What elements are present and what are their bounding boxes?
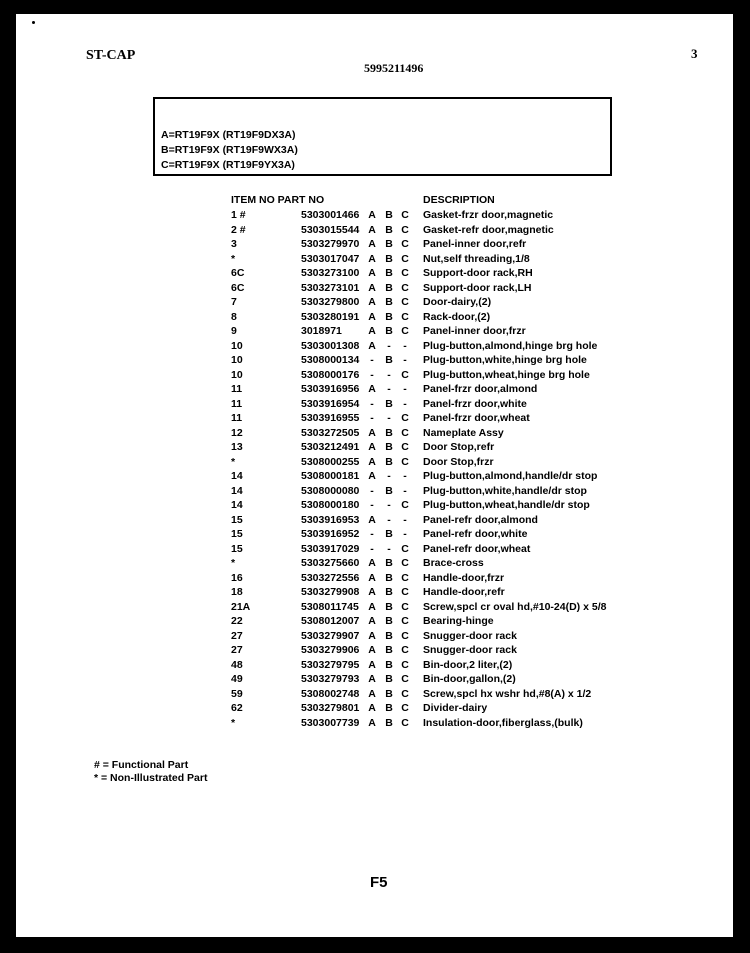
- part-description: Door Stop,frzr: [423, 455, 494, 468]
- table-row: [16, 253, 733, 268]
- model-a-flag: A: [368, 441, 376, 453]
- model-a-flag: -: [370, 484, 374, 497]
- model-a-flag: A: [368, 455, 376, 468]
- model-c-flag: C: [401, 325, 409, 337]
- model-c-flag: C: [401, 542, 409, 555]
- item-number: 10: [231, 368, 243, 381]
- item-number: 14: [231, 499, 243, 511]
- model-a-flag: A: [368, 673, 376, 685]
- model-b-flag: B: [385, 267, 393, 279]
- model-a-flag: A: [368, 267, 376, 279]
- part-number: 5303279795: [301, 658, 360, 671]
- model-a-flag: A: [368, 629, 376, 642]
- item-number: *: [231, 557, 236, 569]
- model-b-flag: -: [387, 499, 391, 511]
- model-c-flag: -: [403, 339, 407, 352]
- model-b-flag: B: [385, 441, 393, 453]
- model-c-flag: C: [401, 687, 409, 700]
- scan-speck: [32, 21, 35, 24]
- model-c-flag: -: [403, 470, 407, 482]
- model-c-flag: C: [401, 368, 409, 381]
- model-b-flag: B: [385, 571, 393, 584]
- model-b-flag: B: [385, 557, 393, 569]
- model-a-flag: A: [368, 296, 376, 308]
- part-description: Panel-frzr door,almond: [423, 383, 538, 395]
- item-number: 13: [231, 441, 243, 453]
- model-b-flag: -: [387, 470, 391, 482]
- model-b-flag: -: [387, 383, 391, 395]
- model-a-flag: A: [368, 223, 376, 236]
- table-row: [16, 630, 733, 645]
- model-b-flag: B: [385, 528, 393, 540]
- model-a-flag: A: [368, 383, 376, 395]
- model-c-flag: C: [401, 426, 409, 439]
- model-a-flag: A: [368, 339, 376, 352]
- model-b-flag: B: [385, 223, 393, 236]
- model-c-flag: C: [401, 557, 409, 569]
- table-row: [16, 340, 733, 355]
- table-row: [16, 325, 733, 340]
- part-number: 5308002748: [301, 687, 360, 700]
- model-c-flag: C: [401, 455, 409, 468]
- table-row: [16, 398, 733, 413]
- part-number: 5303916953: [301, 513, 360, 526]
- part-number: 5303279800: [301, 296, 360, 308]
- model-b-flag: B: [385, 281, 393, 294]
- table-row: [16, 702, 733, 717]
- table-row: [16, 615, 733, 630]
- footer-page-label: F5: [370, 874, 388, 891]
- table-row: [16, 470, 733, 485]
- model-c-flag: C: [401, 238, 409, 250]
- page-number: 3: [691, 46, 698, 61]
- item-number: 15: [231, 528, 243, 540]
- model-b-flag: -: [387, 339, 391, 352]
- part-number: 5308011745: [301, 600, 359, 613]
- item-number: 10: [231, 339, 243, 352]
- part-number: 5308000134: [301, 354, 360, 366]
- model-a-flag: -: [370, 412, 374, 424]
- model-c-flag: -: [403, 528, 407, 540]
- model-c-flag: C: [401, 629, 409, 642]
- part-number: 5303916952: [301, 528, 360, 540]
- part-number: 5303279908: [301, 586, 360, 598]
- model-a-flag: A: [368, 325, 376, 337]
- part-description: Handle-door,frzr: [423, 571, 505, 584]
- part-description: Plug-button,wheat,hinge brg hole: [423, 368, 590, 381]
- item-number: 22: [231, 615, 243, 627]
- legend-line-b: B=RT19F9X (RT19F9WX3A): [161, 144, 298, 156]
- model-c-flag: -: [403, 484, 407, 497]
- part-number: 5308000080: [301, 484, 360, 497]
- item-number: 49: [231, 673, 243, 685]
- table-row: [16, 441, 733, 456]
- table-row: [16, 412, 733, 427]
- item-number: *: [231, 252, 236, 265]
- model-c-flag: C: [401, 281, 409, 294]
- part-description: Panel-refr door,wheat: [423, 542, 531, 555]
- model-legend-box: [153, 97, 612, 176]
- model-b-flag: B: [385, 687, 393, 700]
- part-description: Snugger-door rack: [423, 629, 517, 642]
- part-description: Snugger-door rack: [423, 644, 517, 656]
- table-row: [16, 659, 733, 674]
- model-a-flag: A: [368, 716, 376, 729]
- model-a-flag: -: [370, 368, 374, 381]
- table-row: [16, 514, 733, 529]
- model-a-flag: A: [368, 513, 376, 526]
- part-number: 5303279801: [301, 702, 360, 714]
- part-number: 5308000176: [301, 368, 360, 381]
- legend-line-c: C=RT19F9X (RT19F9YX3A): [161, 159, 295, 171]
- table-row: [16, 296, 733, 311]
- model-a-flag: A: [368, 238, 376, 250]
- item-number: 21A: [231, 600, 251, 613]
- part-number: 5303279906: [301, 644, 360, 656]
- model-c-flag: C: [401, 441, 409, 453]
- model-b-flag: B: [385, 397, 393, 410]
- item-number: 27: [231, 644, 243, 656]
- model-a-flag: A: [368, 571, 376, 584]
- part-number: 5303916955: [301, 412, 360, 424]
- model-b-flag: B: [385, 716, 393, 729]
- model-c-flag: C: [401, 209, 409, 221]
- model-b-flag: B: [385, 629, 393, 642]
- part-description: Screw,spcl hx wshr hd,#8(A) x 1/2: [423, 687, 592, 700]
- model-b-flag: B: [385, 238, 393, 250]
- part-number: 3018971: [301, 325, 342, 337]
- model-c-flag: -: [403, 383, 407, 395]
- part-description: Plug-button,almond,handle/dr stop: [423, 470, 598, 482]
- table-row: [16, 485, 733, 500]
- document-number: 5995211496: [364, 61, 424, 75]
- model-c-flag: C: [401, 310, 409, 323]
- part-number: 5303916956: [301, 383, 360, 395]
- item-number: 48: [231, 658, 243, 671]
- footnote-non-illustrated: * = Non-Illustrated Part: [94, 772, 208, 784]
- part-number: 5303279793: [301, 673, 360, 685]
- part-description: Insulation-door,fiberglass,(bulk): [423, 716, 583, 729]
- model-b-flag: B: [385, 600, 393, 613]
- model-a-flag: A: [368, 586, 376, 598]
- model-b-flag: B: [385, 426, 393, 439]
- model-b-flag: B: [385, 354, 393, 366]
- item-number: 11: [231, 412, 243, 424]
- model-b-flag: B: [385, 586, 393, 598]
- part-description: Panel-refr door,almond: [423, 513, 538, 526]
- part-description: Brace-cross: [423, 557, 484, 569]
- part-description: Plug-button,white,handle/dr stop: [423, 484, 587, 497]
- model-b-flag: B: [385, 702, 393, 714]
- part-number: 5308012007: [301, 615, 360, 627]
- model-a-flag: A: [368, 658, 376, 671]
- item-number: 27: [231, 629, 243, 642]
- model-b-flag: B: [385, 296, 393, 308]
- model-c-flag: C: [401, 658, 409, 671]
- model-a-flag: A: [368, 470, 376, 482]
- part-number: 5303001466: [301, 209, 360, 221]
- model-a-flag: -: [370, 354, 374, 366]
- model-c-flag: C: [401, 499, 409, 511]
- item-number: 6C: [231, 267, 245, 279]
- part-description: Rack-door,(2): [423, 310, 491, 323]
- part-number: 5303280191: [301, 310, 360, 323]
- item-number: 12: [231, 426, 243, 439]
- part-number: 5303212491: [301, 441, 360, 453]
- item-number: 15: [231, 513, 243, 526]
- item-number: 7: [231, 296, 237, 308]
- item-number: 1 #: [231, 209, 246, 221]
- table-row: [16, 586, 733, 601]
- part-number: 5303015544: [301, 223, 360, 236]
- part-description: Panel-frzr door,wheat: [423, 412, 530, 424]
- part-number: 5303273100: [301, 267, 360, 279]
- item-number: 62: [231, 702, 243, 714]
- part-description: Plug-button,white,hinge brg hole: [423, 354, 587, 366]
- model-c-flag: C: [401, 571, 409, 584]
- parts-list-page: [16, 14, 733, 937]
- model-b-flag: B: [385, 455, 393, 468]
- model-c-flag: C: [401, 702, 409, 714]
- part-description: Panel-inner door,frzr: [423, 325, 526, 337]
- part-description: Bin-door,2 liter,(2): [423, 658, 513, 671]
- item-number: 59: [231, 687, 243, 700]
- model-a-flag: -: [370, 528, 374, 540]
- table-row: [16, 572, 733, 587]
- table-row: [16, 456, 733, 471]
- item-number: 16: [231, 571, 243, 584]
- part-number: 5303279907: [301, 629, 360, 642]
- item-number: 10: [231, 354, 243, 366]
- table-row: [16, 209, 733, 224]
- part-description: Panel-refr door,white: [423, 528, 528, 540]
- model-c-flag: C: [401, 673, 409, 685]
- model-b-flag: B: [385, 484, 393, 497]
- part-number: 5308000181: [301, 470, 360, 482]
- table-row: [16, 673, 733, 688]
- item-number: 2 #: [231, 223, 246, 236]
- part-number: 5303273101: [301, 281, 360, 294]
- model-c-flag: C: [401, 600, 409, 613]
- part-number: 5303275660: [301, 557, 360, 569]
- model-a-flag: A: [368, 557, 376, 569]
- part-number: 5303916954: [301, 397, 360, 410]
- model-b-flag: B: [385, 209, 393, 221]
- table-row: [16, 528, 733, 543]
- footnote-functional: # = Functional Part: [94, 759, 189, 771]
- item-number: 14: [231, 470, 243, 482]
- model-c-flag: C: [401, 586, 409, 598]
- model-a-flag: -: [370, 499, 374, 511]
- model-b-flag: B: [385, 658, 393, 671]
- model-a-flag: A: [368, 644, 376, 656]
- model-b-flag: -: [387, 542, 391, 555]
- part-description: Door-dairy,(2): [423, 296, 492, 308]
- part-description: Door Stop,refr: [423, 441, 495, 453]
- table-row: [16, 369, 733, 384]
- model-b-flag: B: [385, 615, 393, 627]
- item-number: 11: [231, 397, 243, 410]
- table-row: [16, 644, 733, 659]
- table-row: [16, 688, 733, 703]
- item-number: 15: [231, 542, 243, 555]
- part-description: Bin-door,gallon,(2): [423, 673, 516, 685]
- model-a-flag: A: [368, 310, 376, 323]
- model-b-flag: -: [387, 412, 391, 424]
- part-number: 5303272505: [301, 426, 360, 439]
- model-a-flag: A: [368, 600, 376, 613]
- model-c-flag: C: [401, 412, 409, 424]
- item-number: 9: [231, 325, 237, 337]
- table-row: [16, 282, 733, 297]
- part-description: Screw,spcl cr oval hd,#10-24(D) x 5/8: [423, 600, 607, 613]
- part-number: 5303007739: [301, 716, 360, 729]
- item-number: *: [231, 455, 236, 468]
- table-row: [16, 238, 733, 253]
- table-row: [16, 601, 733, 616]
- model-a-flag: A: [368, 702, 376, 714]
- model-c-flag: -: [403, 397, 407, 410]
- model-b-flag: B: [385, 325, 393, 337]
- part-description: Nut,self threading,1/8: [423, 252, 530, 265]
- model-c-flag: C: [401, 716, 409, 729]
- model-b-flag: -: [387, 368, 391, 381]
- part-number: 5308000180: [301, 499, 360, 511]
- item-number: 14: [231, 484, 243, 497]
- item-number: 8: [231, 310, 237, 323]
- page-title: ST-CAP: [86, 48, 136, 63]
- table-row: [16, 717, 733, 732]
- part-description: Gasket-frzr door,magnetic: [423, 209, 554, 221]
- model-c-flag: C: [401, 644, 409, 656]
- model-a-flag: -: [370, 542, 374, 555]
- model-a-flag: A: [368, 687, 376, 700]
- model-a-flag: A: [368, 252, 376, 265]
- part-description: Support-door rack,RH: [423, 267, 533, 279]
- part-number: 5303001308: [301, 339, 360, 352]
- column-header-item-part: ITEM NO PART NO: [231, 194, 325, 206]
- table-row: [16, 224, 733, 239]
- table-row: [16, 267, 733, 282]
- model-a-flag: A: [368, 615, 376, 627]
- model-a-flag: A: [368, 426, 376, 439]
- model-a-flag: A: [368, 209, 376, 221]
- part-description: Bearing-hinge: [423, 615, 494, 627]
- part-description: Divider-dairy: [423, 702, 488, 714]
- part-number: 5303917029: [301, 542, 360, 555]
- part-description: Nameplate Assy: [423, 426, 504, 439]
- part-description: Panel-frzr door,white: [423, 397, 527, 410]
- model-b-flag: B: [385, 673, 393, 685]
- part-number: 5308000255: [301, 455, 360, 468]
- table-row: [16, 557, 733, 572]
- model-c-flag: C: [401, 252, 409, 265]
- part-number: 5303279970: [301, 238, 360, 250]
- part-description: Panel-inner door,refr: [423, 238, 527, 250]
- model-c-flag: -: [403, 354, 407, 366]
- item-number: 3: [231, 238, 237, 250]
- part-number: 5303272556: [301, 571, 360, 584]
- part-description: Plug-button,almond,hinge brg hole: [423, 339, 598, 352]
- table-row: [16, 311, 733, 326]
- item-number: 11: [231, 383, 243, 395]
- model-b-flag: B: [385, 644, 393, 656]
- legend-line-a: A=RT19F9X (RT19F9DX3A): [161, 129, 296, 141]
- model-a-flag: -: [370, 397, 374, 410]
- item-number: *: [231, 716, 236, 729]
- model-c-flag: C: [401, 267, 409, 279]
- part-description: Handle-door,refr: [423, 586, 505, 598]
- model-a-flag: A: [368, 281, 376, 294]
- model-c-flag: C: [401, 296, 409, 308]
- part-description: Support-door rack,LH: [423, 281, 532, 294]
- table-row: [16, 427, 733, 442]
- part-description: Plug-button,wheat,handle/dr stop: [423, 499, 590, 511]
- table-row: [16, 383, 733, 398]
- model-c-flag: -: [403, 513, 407, 526]
- table-row: [16, 354, 733, 369]
- table-row: [16, 499, 733, 514]
- model-c-flag: C: [401, 615, 409, 627]
- part-number: 5303017047: [301, 252, 360, 265]
- item-number: 6C: [231, 281, 245, 294]
- part-description: Gasket-refr door,magnetic: [423, 223, 554, 236]
- model-c-flag: C: [401, 223, 409, 236]
- model-b-flag: -: [387, 513, 391, 526]
- table-row: [16, 543, 733, 558]
- model-b-flag: B: [385, 310, 393, 323]
- item-number: 18: [231, 586, 243, 598]
- column-header-description: DESCRIPTION: [423, 194, 495, 206]
- model-b-flag: B: [385, 252, 393, 265]
